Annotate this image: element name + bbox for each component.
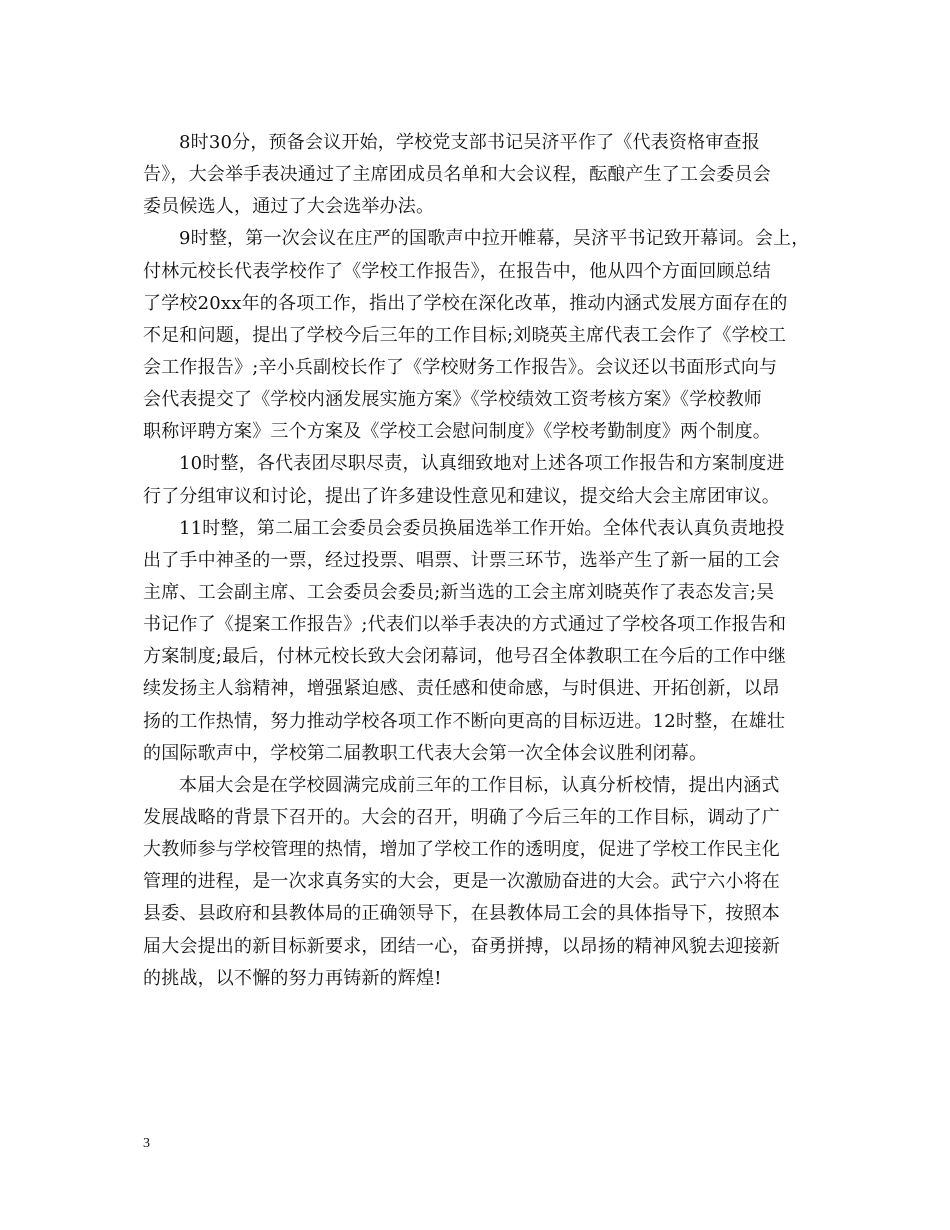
text-line: 不足和问题，提出了学校今后三年的工作目标;刘晓英主席代表工会作了《学校工 bbox=[143, 324, 787, 346]
text-line: 10时整，各代表团尽职尽责，认真细致地对上述各项工作报告和方案制度进 bbox=[179, 453, 785, 475]
text-line: 发展战略的背景下召开的。大会的召开，明确了今后三年的工作目标，调动了广 bbox=[143, 806, 780, 828]
body-text bbox=[143, 127, 833, 995]
text-line: 行了分组审议和讨论，提出了许多建设性意见和建议，提交给大会主席团审议。 bbox=[143, 485, 780, 507]
text-line: 方案制度;最后，付林元校长致大会闭幕词，他号召全体教职工在今后的工作中继 bbox=[143, 646, 787, 668]
text-line: 管理的进程，是一次求真务实的大会，更是一次激励奋进的大会。武宁六小将在 bbox=[143, 871, 780, 893]
text-line: 付林元校长代表学校作了《学校工作报告》，在报告中，他从四个方面回顾总结 bbox=[143, 260, 771, 282]
text-line: 会代表提交了《学校内涵发展实施方案》《学校绩效工资考核方案》《学校教师 bbox=[143, 389, 762, 411]
text-line: 的国际歌声中，学校第二届教职工代表大会第一次全体会议胜利闭幕。 bbox=[143, 742, 708, 764]
text-line: 职称评聘方案》三个方案及《学校工会慰问制度》《学校考勤制度》两个制度。 bbox=[143, 421, 771, 443]
text-line: 届大会提出的新目标新要求，团结一心，奋勇拼搏，以昂扬的精神风貌去迎接新 bbox=[143, 935, 780, 957]
text-line: 8时30分，预备会议开始，学校党支部书记吴济平作了《代表资格审查报 bbox=[179, 132, 760, 153]
text-line: 告》，大会举手表决通过了主席团成员名单和大会议程，酝酿产生了工会委员会 bbox=[143, 164, 771, 186]
text-line: 县委、县政府和县教体局的正确领导下，在县教体局工会的具体指导下，按照本 bbox=[143, 903, 780, 925]
text-line: 委员候选人，通过了大会选举办法。 bbox=[143, 196, 435, 218]
text-line: 续发扬主人翁精神，增强紧迫感、责任感和使命感，与时俱进、开拓创新，以昂 bbox=[143, 678, 780, 700]
page-number: 3 bbox=[143, 1136, 150, 1151]
text-line: 9时整，第一次会议在庄严的国歌声中拉开帷幕，吴济平书记致开幕词。会上， bbox=[179, 228, 810, 250]
text-line: 会工作报告》;辛小兵副校长作了《学校财务工作报告》。会议还以书面形式向与 bbox=[143, 356, 778, 378]
text-line: 大教师参与学校管理的热情，增加了学校工作的透明度，促进了学校工作民主化 bbox=[143, 839, 780, 861]
text-line: 扬的工作热情，努力推动学校各项工作不断向更高的目标迈进。12时整，在雄壮 bbox=[143, 710, 786, 732]
text-line: 主席、工会副主席、工会委员会委员;新当选的工会主席刘晓英作了表态发言;吴 bbox=[143, 581, 775, 603]
text-line: 了学校20xx年的各项工作，指出了学校在深化改革，推动内涵式发展方面存在的 bbox=[143, 292, 788, 314]
text-line: 的挑战，以不懈的努力再铸新的辉煌! bbox=[143, 967, 442, 989]
text-line: 出了手中神圣的一票，经过投票、唱票、计票三环节，选举产生了新一届的工会 bbox=[143, 549, 780, 571]
text-line: 书记作了《提案工作报告》;代表们以举手表决的方式通过了学校各项工作报告和 bbox=[143, 614, 787, 636]
text-line: 11时整，第二届工会委员会委员换届选举工作开始。全体代表认真负责地投 bbox=[179, 517, 785, 539]
text-line: 本届大会是在学校圆满完成前三年的工作目标，认真分析校情，提出内涵式 bbox=[179, 774, 780, 796]
